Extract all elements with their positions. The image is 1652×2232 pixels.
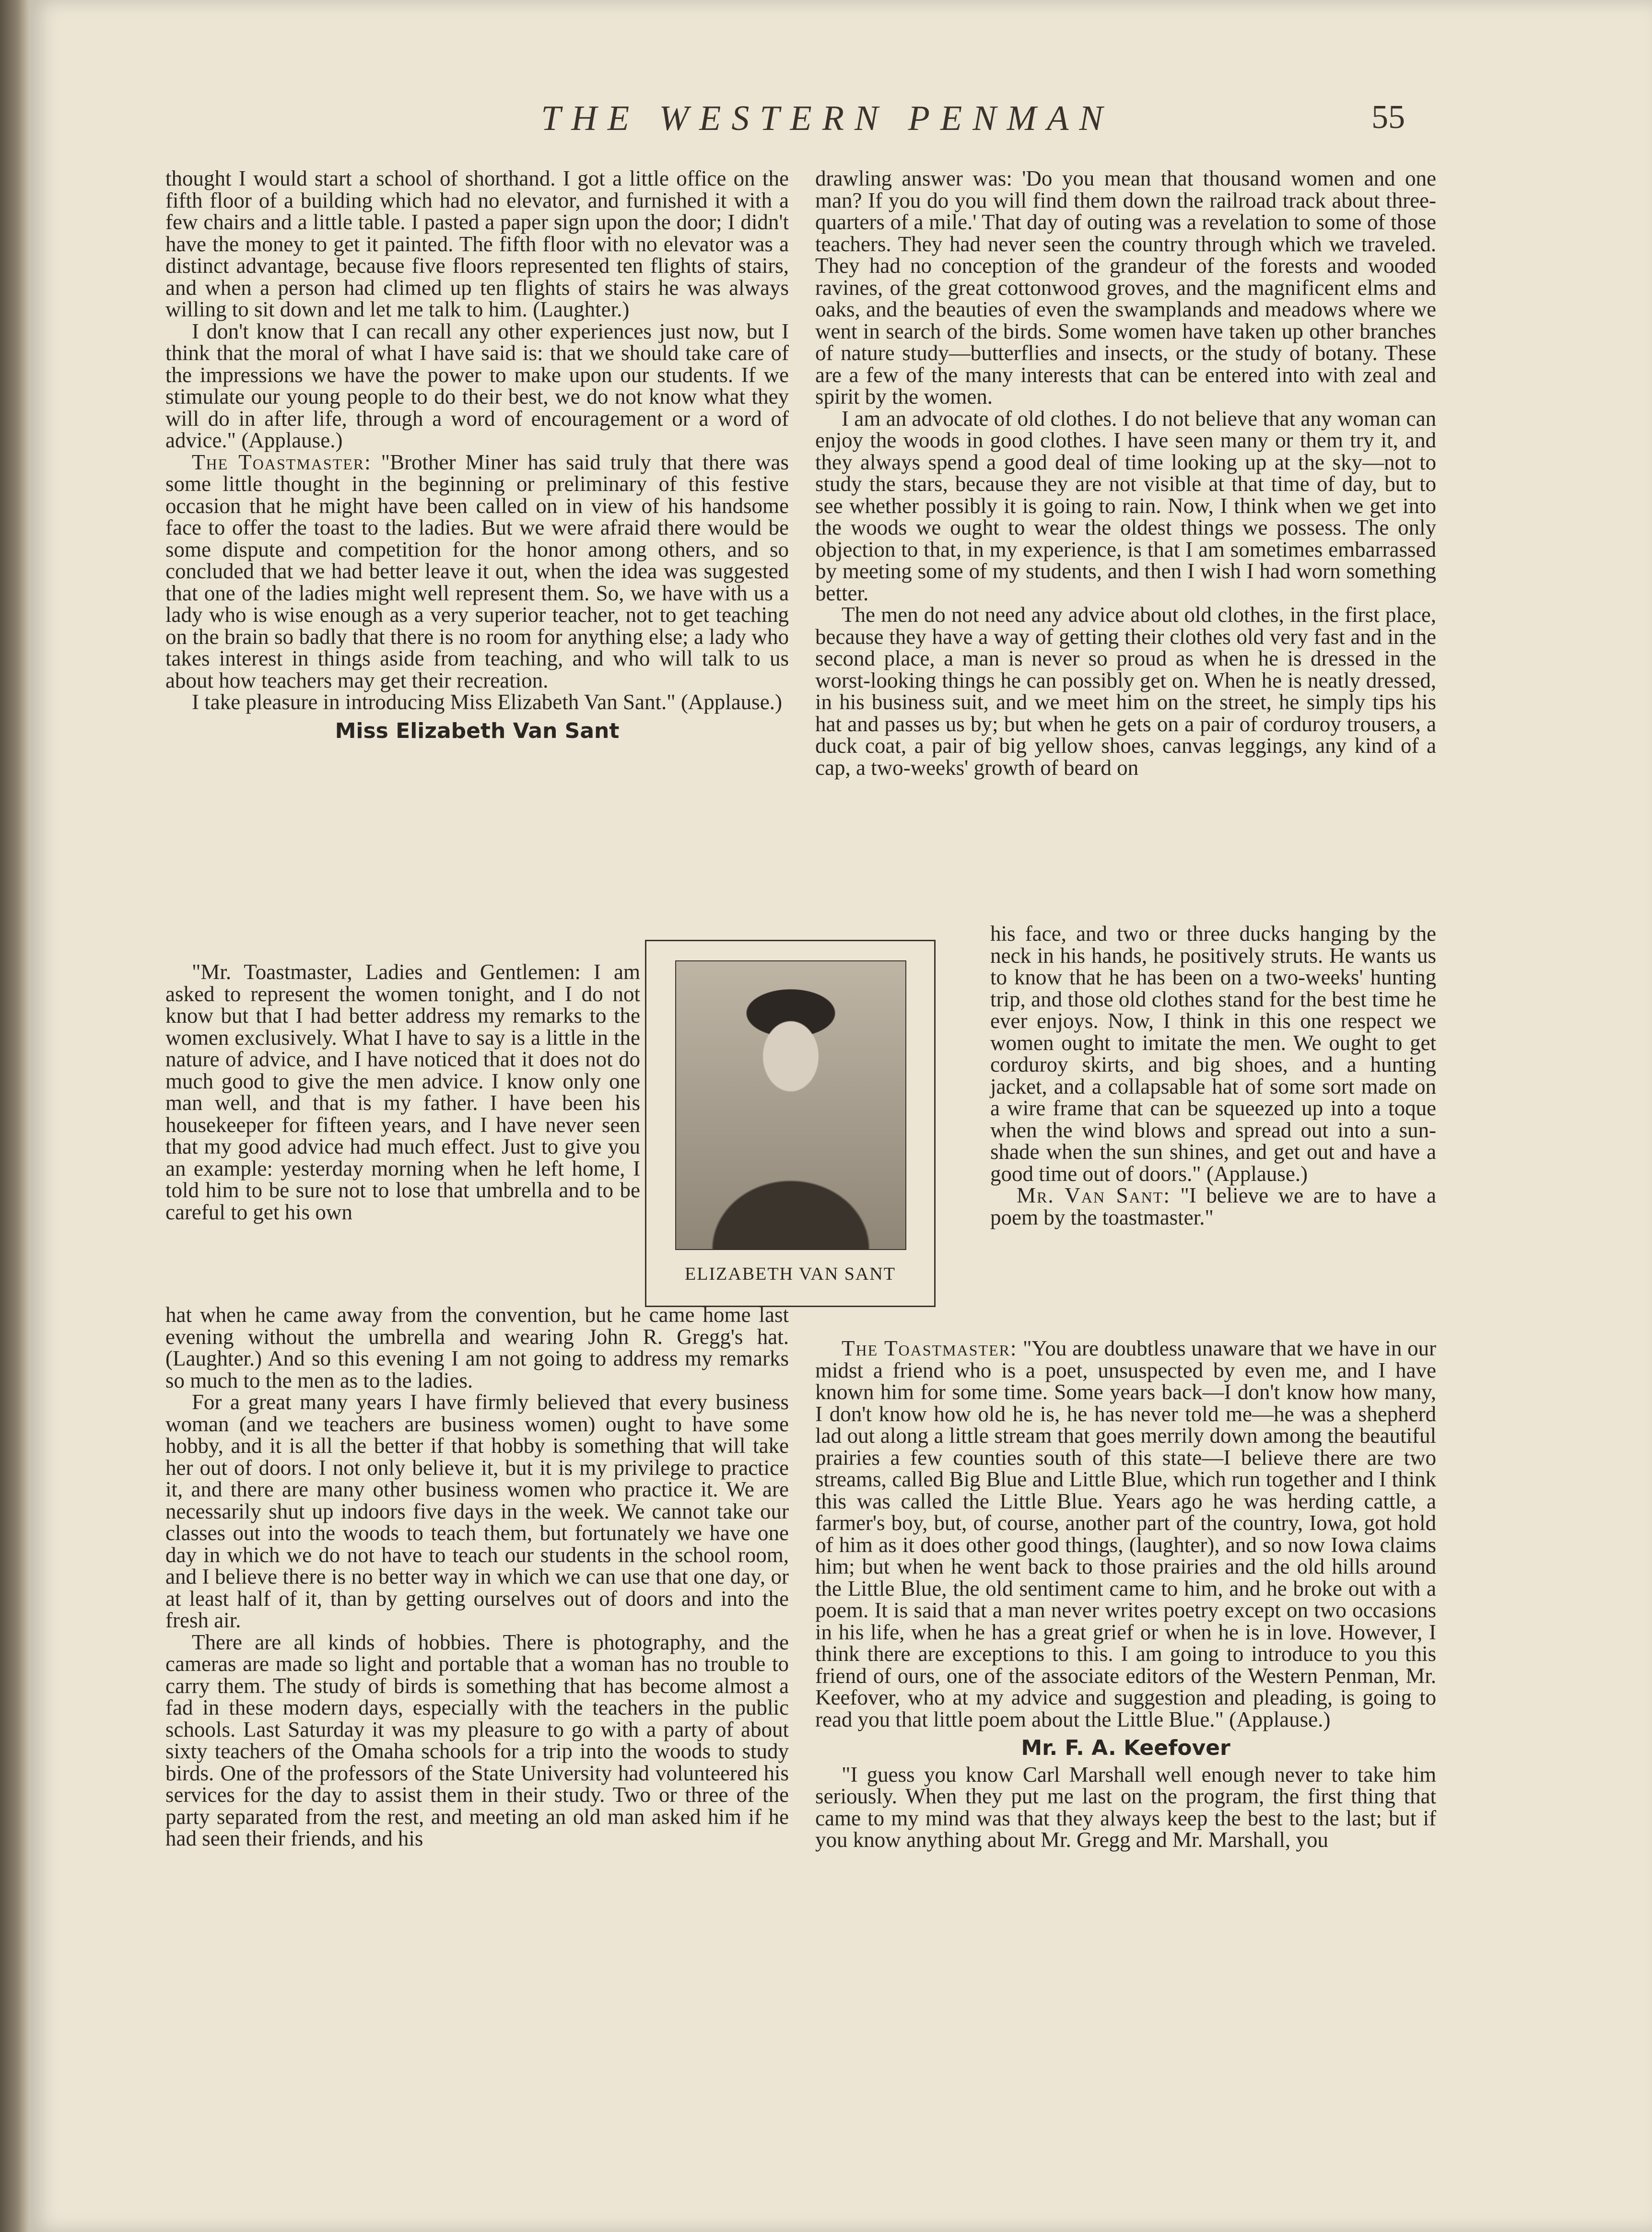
left-column-wrap — [165, 961, 640, 1307]
right-column-wrap — [990, 923, 1436, 1335]
left-column-top — [165, 168, 789, 930]
portrait-frame — [645, 940, 936, 1307]
left-column-bottom — [165, 1304, 789, 2091]
paragraph: his face, and two or three ducks hanging by the neck in his hands, he positively struts. He wants us to know that he has been on a two-weeks' hunting trip, and those old clothes stand for the best time he ever enjoys. Now, I think in this one respect we women ought to imitate the men. We ought to get corduroy skirts, and big shoes, and a hunting jacket, and a collapsable hat of some sort made on a wire frame that can be squeezed up into a toque when the wind blows and spread out into a sun-shade when the sun shines, and get out and have a good time out of doors." (Applause.) — [990, 922, 1436, 1186]
portrait-caption: ELIZABETH VAN SANT — [685, 1264, 896, 1284]
paragraph: thought I would start a school of shorthand. I got a little office on the fifth floor of a building which had no elevator, and furnished it with a few chairs and a little table. I pasted a paper sign upon the door; I didn't have the money to get it painted. The fifth floor with no elevator was a distinct advantage, because five floors represented ten flights of stairs, and when a person had climed up ten flights of stairs he was always willing to sit down and let me talk to him. (Laughter.) — [165, 166, 789, 321]
book-gutter — [0, 0, 29, 2232]
speech-text: "You are doubtless unaware that we have in our midst a friend who is a poet, unsuspected by even me, and I have known him for some time. Some years back—I don't know how many, I don't know how old he is, he has never told me—he was a shepherd lad out along a little stream that goes merrily down among the beautiful prairies a few counties south of this state—I believe there are two streams, called Big Blue and Little Blue, which run together and I think this was called the Little Blue. Years ago he was herding cattle, a farmer's boy, but, of course, another part of the country, Iowa, got hold of him as it does other good things, (laughter), and so now Iowa claims him; but when he went back to those prairies and the old hills around the Little Blue, the old sentiment came to him, and he broke out with a poem. It is said that a man never writes poetry except on two occasions in his life, when he has a great grief or when he is in love. However, I think there are exceptions to this. I am going to introduce to you this friend of ours, one of the associate editors of the Western Penman, Mr. Keefover, who at my advice and suggestion and pleading, is going to read you that little poem about the Little Blue." (Applause.) — [815, 1336, 1436, 1731]
paragraph: drawling answer was: 'Do you mean that thousand women and one man? If you do you will find them down the railroad track about three-quarters of a mile.' That day of outing was a revelation to some of those teachers. They had never seen the country through which we traveled. They had no conception of the grandeur of the forests and wooded ravines, of the great cottonwood groves, and the magnificent elms and oaks, and the beauties of even the swamplands and meadows where we went in search of the birds. Some women have taken up other branches of nature study—butterflies and insects, or the study of botany. These are a few of the many interests that can be entered into with zeal and spirit by the women. — [815, 166, 1436, 409]
paragraph: "Mr. Toastmaster, Ladies and Gentlemen: I am asked to represent the women tonight, and I do not know but that I had better address my remarks to the women exclusively. What I have to say is a little in the nature of advice, and I have noticed that it does not do much good to give the men advice. I know only one man well, and that is my father. I have been his housekeeper for fifteen years, and I have never seen that my good advice had much effect. Just to give you an example: yesterday morning when he left home, I told him to be sure not to lose that umbrella and to be careful to get his own — [165, 960, 640, 1224]
paragraph: For a great many years I have firmly believed that every business woman (and we teachers are business women) ought to have some hobby, and it is all the better if that hobby is something that will take her out of doors. I not only believe it, but it is my privilege to practice it, and there are many other business women who practice it. We are necessarily shut up indoors five days in the week. We cannot take our classes out into the woods to teach them, but fortunately we have one day in which we do not have to teach our students in the school room, and I believe there is no better way in which we can use that one day, or at least half of it, than by getting ourselves out of doors and into the fresh air. — [165, 1390, 789, 1632]
section-heading: Mr. F. A. Keefover — [1021, 1736, 1230, 1760]
paragraph: There are all kinds of hobbies. There is photography, and the cameras are made so light and portable that a woman has no trouble to carry them. The study of birds is something that has become almost a fad in these modern days, especially with the teachers in the public schools. Last Saturday it was my pleasure to go with a party of about sixty teachers of the Omaha schools for a trip into the woods to study birds. One of the professors of the State University had volunteered his services for the day to assist them in their study. Two or three of the party separated from the rest, and meeting an old man asked him if he had seen their friends, and his — [165, 1630, 789, 1850]
running-header: THE WESTERN PENMAN — [541, 99, 1113, 138]
speaker-label: The Toastmaster: — [842, 1336, 1018, 1360]
portrait-photo — [675, 960, 906, 1250]
paragraph: The men do not need any advice about old clothes, in the first place, because they have a way of getting their clothes old very fast and in the second place, a man is never so proud as when he is dressed in the worst-looking things he can possibly get on. When he is neatly dressed, in his business suit, and we meet him on the street, he simply tips his hat and passes us by; but when he gets on a pair of corduroy trousers, a duck coat, a pair of big yellow shoes, canvas leggings, any kind of a cap, a two-weeks' growth of beard on — [815, 603, 1436, 780]
paragraph — [990, 1185, 1436, 1228]
section-heading: Miss Elizabeth Van Sant — [335, 718, 620, 743]
paragraph: I take pleasure in introducing Miss Elizabeth Van Sant." (Applause.) — [192, 690, 782, 714]
speaker-label: Mr. Van Sant: — [1017, 1183, 1171, 1207]
paragraph — [165, 452, 789, 692]
paragraph: I am an advocate of old clothes. I do not believe that any woman can enjoy the woods in good clothes. I have seen many or them try it, and they always spend a good deal of time looking up at the sky—not to study the stars, because they are not visible at that time of day, but to see whether possibly it is going to rain. Now, I think when we get into the woods we ought to wear the oldest things we possess. The only objection to that, in my experience, is that I am sometimes embarrassed by meeting some of my students, and then I wish I had worn something better. — [815, 406, 1436, 605]
paragraph: "I guess you know Carl Marshall well enough never to take him seriously. When they put me last on the program, the first thing that came to my mind was that they always keep the best to the last; but if you know anything about Mr. Gregg and Mr. Marshall, you — [815, 1762, 1436, 1852]
speaker-label: The Toastmaster: — [192, 450, 372, 474]
speech-text: "Brother Miner has said truly that there was some little thought in the beginning or preliminary of this festive occasion that he might have been called on in view of his handsome face to offer the toast to the ladies. But we were afraid there would be some dispute and competition for the honor among others, and so concluded that we had better leave it out, when the idea was suggested that one of the ladies might well represent them. So, we have with us a lady who is wise enough as a very superior teacher, not to get teaching on the brain so badly that there is no room for anything else; a lady who takes interest in things aside from teaching, and who will talk to us about how teachers may get their recreation. — [165, 450, 789, 692]
paragraph: I don't know that I can recall any other experiences just now, but I think that the moral of what I have said is: that we should take care of the impressions we have the power to make upon our students. If we stimulate our young people to do their best, we do not know what they will do in after life, through a word of encouragement or a word of advice." (Applause.) — [165, 319, 789, 452]
right-column-top — [815, 168, 1436, 925]
right-column-bottom — [815, 1338, 1436, 2105]
paragraph — [815, 1338, 1436, 1730]
paragraph: hat when he came away from the convention, but he came home last evening without the umbrella and wearing John R. Gregg's hat. (Laughter.) And so this evening I am not going to address my remarks so much to the men as to the ladies. — [165, 1303, 789, 1392]
speech-text: "I believe we are to have a poem by the toastmaster." — [990, 1183, 1436, 1229]
page-number: 55 — [1371, 99, 1405, 136]
